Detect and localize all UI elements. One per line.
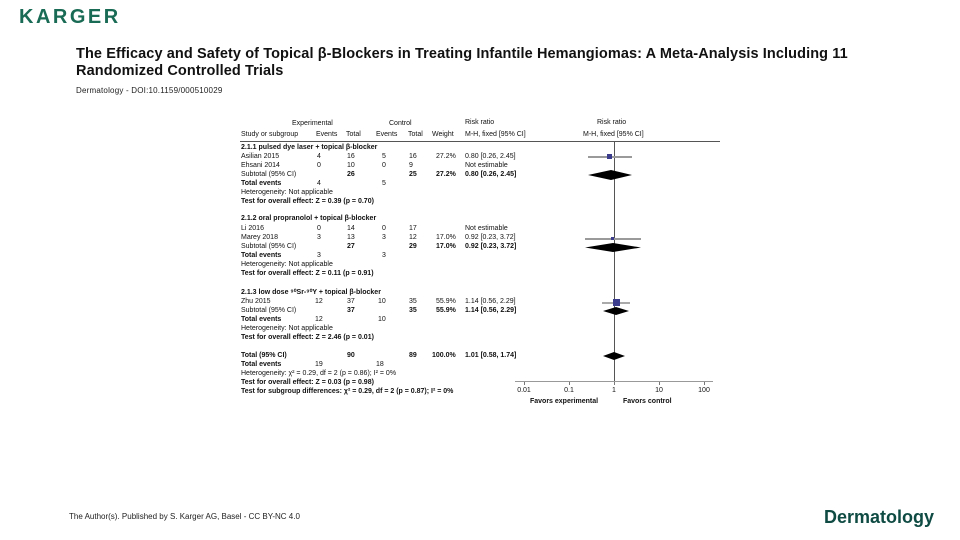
header-e-events: Events (316, 131, 338, 138)
risk-ratio: 0.80 [0.26, 2.45] (465, 153, 516, 160)
study-name: Ehsani 2014 (241, 162, 280, 169)
favors-experimental-label: Favors experimental (530, 398, 599, 405)
e-events: 12 (315, 316, 323, 323)
c-total: 35 (409, 298, 417, 305)
weight: 17.0% (436, 243, 456, 250)
weight: 100.0% (432, 352, 456, 359)
subtotal-label: Subtotal (95% CI) (241, 307, 297, 314)
e-total: 14 (347, 225, 355, 232)
header-c-events: Events (376, 131, 398, 138)
weight: 55.9% (436, 298, 456, 305)
axis-tick-label: 10 (655, 387, 663, 394)
heterogeneity: Heterogeneity: Not applicable (241, 261, 333, 268)
e-total: 37 (347, 298, 355, 305)
overall-effect: Test for overall effect: Z = 2.46 (p = 0.01) (241, 334, 374, 341)
overall-diamond (603, 352, 625, 360)
header-weight: Weight (432, 131, 454, 138)
header-plot-label1: Risk ratio (597, 119, 627, 126)
axis-tick-label: 0.1 (564, 387, 574, 394)
header-divider (240, 141, 720, 142)
e-total: 16 (347, 153, 355, 160)
license-footer: The Author(s). Published by S. Karger AG, Basel - CC BY-NC 4.0 (69, 512, 300, 521)
overall-effect: Test for overall effect: Z = 0.39 (p = 0.70) (241, 198, 374, 205)
axis-tick (659, 382, 660, 385)
article-title: The Efficacy and Safety of Topical β-Blockers in Treating Infantile Hemangiomas: A Meta-Analysis Including 11 Randomized Controlled Trials (76, 46, 848, 79)
header-control: Control (389, 120, 412, 127)
study-marker (607, 154, 612, 159)
axis-tick (614, 382, 615, 385)
c-total: 89 (409, 352, 417, 359)
c-total: 9 (409, 162, 413, 169)
total-events-label: Total events (241, 316, 282, 323)
heterogeneity: Heterogeneity: Not applicable (241, 325, 333, 332)
weight: 27.2% (436, 153, 456, 160)
subgroup-title: 2.1.3 low dose ⁹⁰Sr-⁹⁰Y + topical β-blocker (241, 289, 381, 296)
header-c-total: Total (408, 131, 423, 138)
study-marker (613, 299, 620, 306)
header-study: Study or subgroup (241, 131, 299, 138)
risk-ratio: Not estimable (465, 225, 508, 232)
study-name: Asilian 2015 (241, 153, 280, 160)
e-events: 19 (315, 361, 323, 368)
weight: 27.2% (436, 171, 456, 178)
total-label: Total (95% CI) (241, 352, 287, 359)
c-total: 29 (409, 243, 417, 250)
heterogeneity: Heterogeneity: Not applicable (241, 189, 333, 196)
c-total: 17 (409, 225, 417, 232)
favors-control-label: Favors control (623, 398, 672, 405)
e-events: 12 (315, 298, 323, 305)
total-events-label: Total events (241, 252, 282, 259)
e-events: 4 (317, 153, 321, 160)
c-total: 16 (409, 153, 417, 160)
risk-ratio: Not estimable (465, 162, 508, 169)
c-events: 5 (382, 153, 386, 160)
e-total: 37 (347, 307, 355, 314)
subgroup-differences: Test for subgroup differences: χ² = 0.29, df = 2 (p = 0.87); I² = 0% (241, 388, 454, 395)
e-total: 10 (347, 162, 355, 169)
header-rr-label1: Risk ratio (465, 119, 495, 126)
journal-brand: Dermatology (824, 507, 935, 527)
weight: 17.0% (436, 234, 456, 241)
risk-ratio: 1.14 [0.56, 2.29] (465, 298, 516, 305)
c-total: 25 (409, 171, 417, 178)
header-plot-label2: M-H, fixed [95% CI] (583, 131, 644, 138)
weight: 55.9% (436, 307, 456, 314)
subtotal-label: Subtotal (95% CI) (241, 243, 297, 250)
c-total: 35 (409, 307, 417, 314)
article-citation: Dermatology - DOI:10.1159/000510029 (76, 86, 223, 95)
risk-ratio: 1.01 [0.58, 1.74] (465, 352, 517, 359)
study-name: Li 2016 (241, 225, 264, 232)
axis-tick (524, 382, 525, 385)
subtotal-diamond (588, 170, 632, 180)
header-rr-label2: M-H, fixed [95% CI] (465, 131, 526, 138)
karger-logo: KARGER (19, 6, 121, 28)
study-name: Marey 2018 (241, 234, 278, 241)
e-total: 13 (347, 234, 355, 241)
c-events: 10 (378, 298, 386, 305)
total-events-label: Total events (241, 180, 282, 187)
c-events: 3 (382, 252, 386, 259)
e-total: 27 (347, 243, 355, 250)
header-e-total: Total (346, 131, 361, 138)
total-events-label: Total events (241, 361, 282, 368)
subtotal-label: Subtotal (95% CI) (241, 171, 297, 178)
e-events: 0 (317, 162, 321, 169)
study-name: Zhu 2015 (241, 298, 271, 305)
c-events: 5 (382, 180, 386, 187)
subgroup-title: 2.1.2 oral propranolol + topical β-blocker (241, 215, 377, 222)
heterogeneity: Heterogeneity: χ² = 0.29, df = 2 (p = 0.86); I² = 0% (241, 370, 397, 377)
c-events: 0 (382, 162, 386, 169)
risk-ratio: 1.14 [0.56, 2.29] (465, 307, 517, 314)
header-experimental: Experimental (292, 120, 333, 127)
overall-effect: Test for overall effect: Z = 0.11 (p = 0.91) (241, 270, 374, 277)
axis-tick-label: 1 (612, 387, 616, 394)
axis-tick-label: 0.01 (517, 387, 531, 394)
c-events: 3 (382, 234, 386, 241)
e-events: 0 (317, 225, 321, 232)
overall-effect: Test for overall effect: Z = 0.03 (p = 0.98) (241, 379, 374, 386)
e-events: 3 (317, 252, 321, 259)
study-marker (611, 237, 614, 240)
subtotal-diamond (603, 307, 629, 315)
c-events: 10 (378, 316, 386, 323)
subgroup-title: 2.1.1 pulsed dye laser + topical β-blocker (241, 144, 378, 151)
c-events: 18 (376, 361, 384, 368)
e-events: 4 (317, 180, 321, 187)
subtotal-diamond (585, 243, 641, 252)
axis-tick (704, 382, 705, 385)
risk-ratio: 0.92 [0.23, 3.72] (465, 243, 517, 250)
e-total: 90 (347, 352, 355, 359)
axis-tick (569, 382, 570, 385)
c-total: 12 (409, 234, 417, 241)
risk-ratio: 0.92 [0.23, 3.72] (465, 234, 516, 241)
e-total: 26 (347, 171, 355, 178)
e-events: 3 (317, 234, 321, 241)
c-events: 0 (382, 225, 386, 232)
axis-tick-label: 100 (698, 387, 710, 394)
risk-ratio: 0.80 [0.26, 2.45] (465, 171, 517, 178)
